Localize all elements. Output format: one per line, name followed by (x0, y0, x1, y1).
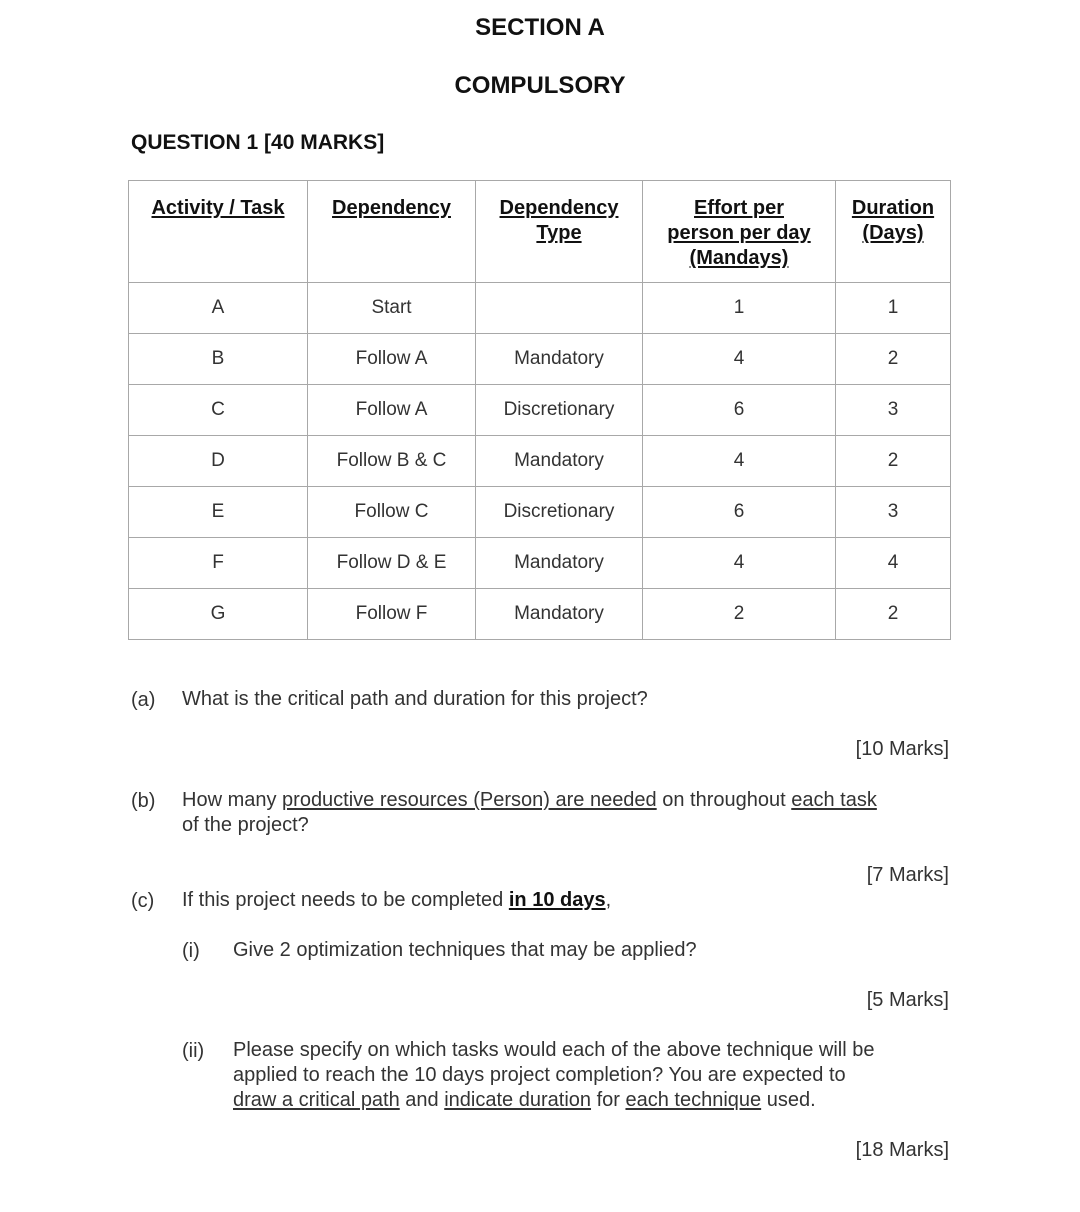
task-table (128, 180, 951, 640)
question-c-ii-line2: applied to reach the 10 days project completion? You are expected to (233, 1064, 846, 1086)
table-cell-activity: G (129, 589, 308, 640)
compulsory-label: COMPULSORY (454, 72, 626, 99)
question-c-ii-label: (ii) (182, 1040, 205, 1062)
table-cell-effort: 4 (643, 436, 836, 487)
table-cell-dependency-type: Mandatory (476, 334, 643, 385)
question-c-text (182, 888, 611, 913)
table-cell-dependency: Follow A (308, 334, 476, 385)
question-b-marks: [7 Marks] (866, 864, 949, 886)
question-b-underline-each-task: each task (791, 789, 877, 811)
question-title: QUESTION 1 [40 MARKS] (131, 131, 385, 154)
question-c-i-label: (i) (182, 940, 200, 962)
question-c-ii-marks: [18 Marks] (855, 1139, 949, 1161)
table-cell-dependency-type: Mandatory (476, 538, 643, 589)
question-c-ii-text-for: for (591, 1089, 626, 1111)
table-cell-activity: E (129, 487, 308, 538)
table-cell-activity: C (129, 385, 308, 436)
table-row (129, 589, 951, 640)
table-row (129, 436, 951, 487)
table-cell-dependency-type: Discretionary (476, 385, 643, 436)
table-row (129, 385, 951, 436)
question-c-ii-underline-duration: indicate duration (444, 1089, 592, 1111)
table-cell-effort: 2 (643, 589, 836, 640)
table-cell-duration: 1 (836, 283, 951, 334)
question-b-text (182, 788, 962, 838)
table-cell-dependency: Follow D & E (308, 538, 476, 589)
table-cell-activity: A (129, 283, 308, 334)
table-header-effort (643, 181, 836, 283)
table-header-text: Type (536, 222, 582, 244)
question-a-marks: [10 Marks] (855, 738, 949, 760)
table-cell-dependency: Follow F (308, 589, 476, 640)
table-header-text: (Mandays) (689, 247, 789, 269)
question-c-i-marks: [5 Marks] (866, 989, 949, 1011)
question-a-label: (a) (131, 689, 156, 711)
question-c-text-post: , (605, 889, 612, 911)
table-cell-dependency: Follow B & C (308, 436, 476, 487)
table-header-text: Dependency (332, 197, 451, 219)
table-header-text: Effort per (694, 197, 784, 219)
question-c-ii-underline-each-technique: each technique (625, 1089, 762, 1111)
table-cell-dependency-type: Discretionary (476, 487, 643, 538)
table-row (129, 487, 951, 538)
table-cell-duration: 2 (836, 334, 951, 385)
table-cell-activity: F (129, 538, 308, 589)
table-cell-duration: 3 (836, 385, 951, 436)
table-row (129, 334, 951, 385)
table-cell-effort: 6 (643, 487, 836, 538)
table-cell-activity: D (129, 436, 308, 487)
table-cell-dependency-type: Mandatory (476, 436, 643, 487)
table-header-text: Duration (851, 197, 935, 219)
question-c-i-text: Give 2 optimization techniques that may be applied? (233, 939, 697, 961)
table-cell-duration: 3 (836, 487, 951, 538)
table-cell-dependency-type (476, 283, 643, 334)
table-cell-effort: 6 (643, 385, 836, 436)
question-b-text-line2: of the project? (182, 814, 309, 836)
question-b-label: (b) (131, 790, 156, 812)
table-header-text: Activity / Task (151, 197, 285, 219)
table-cell-dependency: Follow C (308, 487, 476, 538)
question-c-text-pre: If this project needs to be completed (182, 889, 509, 911)
table-header-row (129, 181, 951, 283)
table-header-dependency-type (476, 181, 643, 283)
table-row (129, 538, 951, 589)
question-c-label: (c) (131, 890, 155, 912)
table-header-text: (Days) (862, 222, 924, 244)
question-b-underline-resources: productive resources (Person) are needed (282, 789, 657, 811)
table-cell-dependency-type: Mandatory (476, 589, 643, 640)
question-c-ii-text-used: used. (761, 1089, 816, 1111)
table-cell-effort: 1 (643, 283, 836, 334)
table-cell-dependency: Follow A (308, 385, 476, 436)
table-cell-activity: B (129, 334, 308, 385)
question-c-ii-text (233, 1038, 953, 1113)
table-cell-effort: 4 (643, 334, 836, 385)
section-title: SECTION A (475, 14, 605, 41)
question-a-text: What is the critical path and duration for this project? (182, 688, 648, 710)
question-b-text-pre: How many (182, 789, 283, 811)
table-row (129, 283, 951, 334)
question-b-text-mid: on throughout (656, 789, 792, 811)
question-c-bold-deadline: in 10 days (508, 889, 606, 911)
question-c-ii-line1: Please specify on which tasks would each of the above technique will be (233, 1039, 875, 1061)
table-cell-duration: 4 (836, 538, 951, 589)
question-c-ii-text-and: and (399, 1089, 445, 1111)
table-cell-effort: 4 (643, 538, 836, 589)
table-cell-dependency: Start (308, 283, 476, 334)
table-header-dependency (308, 181, 476, 283)
question-c-ii-underline-critical-path: draw a critical path (233, 1089, 400, 1111)
table-cell-duration: 2 (836, 589, 951, 640)
table-body (129, 283, 951, 640)
table-header-text: person per day (667, 222, 811, 244)
table-cell-duration: 2 (836, 436, 951, 487)
table-header-duration (836, 181, 951, 283)
table-header-text: Dependency (499, 197, 619, 219)
table-header-activity (129, 181, 308, 283)
